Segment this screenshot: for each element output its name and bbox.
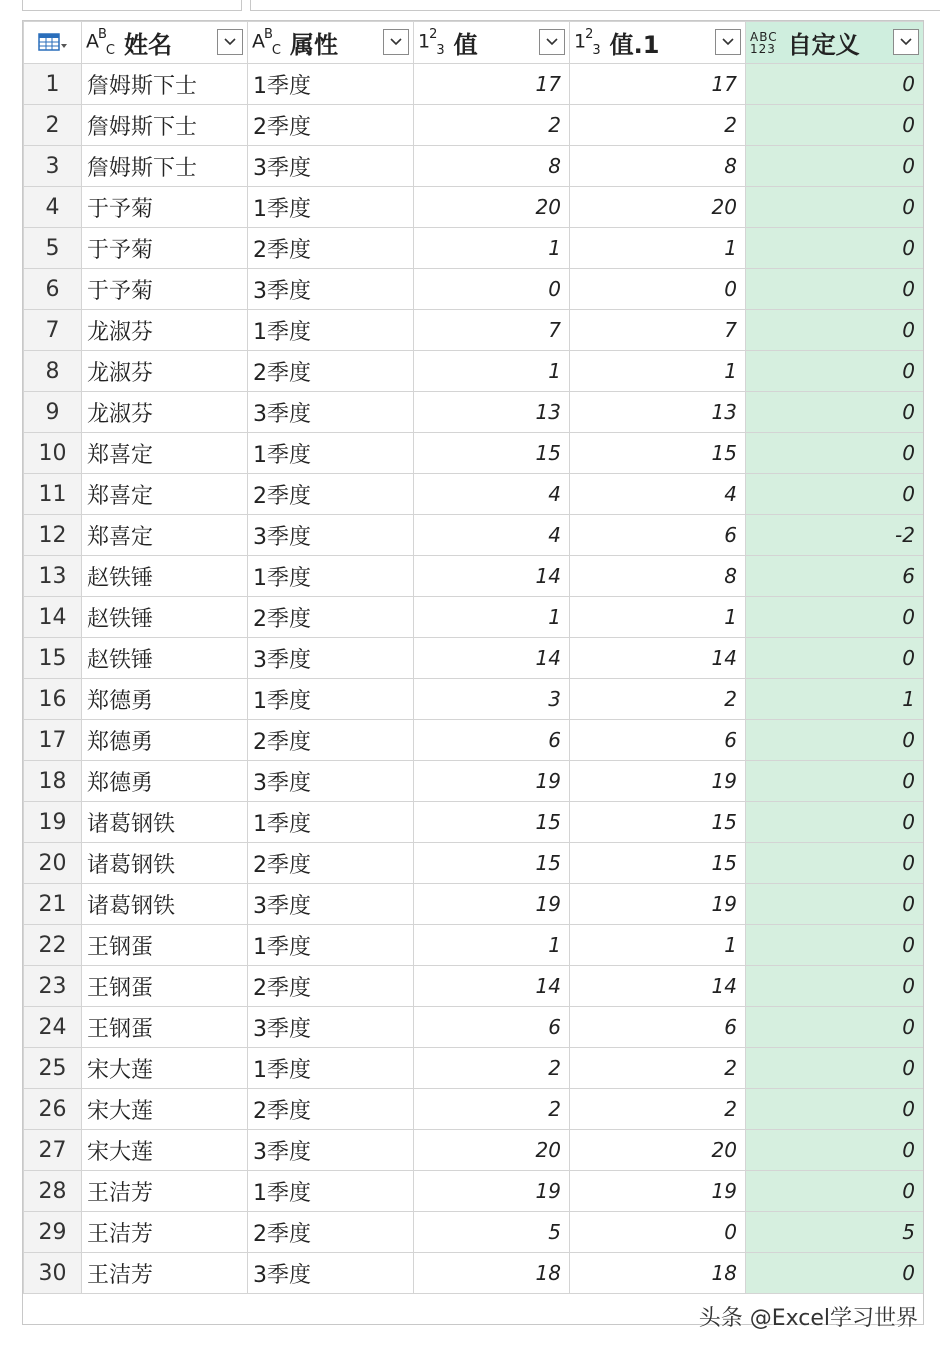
column-header-name[interactable] <box>82 22 248 64</box>
row-number[interactable]: 13 <box>24 556 82 597</box>
cell-value1[interactable]: 0 <box>570 1212 746 1253</box>
table-row[interactable] <box>24 884 924 925</box>
cell-value1[interactable]: 20 <box>570 187 746 228</box>
cell-value1[interactable]: 8 <box>570 146 746 187</box>
row-number[interactable]: 4 <box>24 187 82 228</box>
cell-value1[interactable]: 15 <box>570 843 746 884</box>
row-number[interactable]: 2 <box>24 105 82 146</box>
row-number[interactable]: 21 <box>24 884 82 925</box>
table-row[interactable] <box>24 720 924 761</box>
cell-value1[interactable]: 15 <box>570 802 746 843</box>
cell-custom[interactable]: 0 <box>746 351 924 392</box>
row-number[interactable]: 29 <box>24 1212 82 1253</box>
cell-name[interactable]: 王钢蛋 <box>82 925 248 966</box>
cell-value[interactable]: 15 <box>414 843 570 884</box>
cell-value[interactable]: 14 <box>414 638 570 679</box>
cell-name[interactable]: 詹姆斯下士 <box>82 105 248 146</box>
cell-name[interactable]: 于予菊 <box>82 187 248 228</box>
cell-value[interactable]: 5 <box>414 1212 570 1253</box>
row-number[interactable]: 1 <box>24 64 82 105</box>
cell-value1[interactable]: 2 <box>570 105 746 146</box>
cell-value[interactable]: 14 <box>414 556 570 597</box>
column-header-value1[interactable] <box>570 22 746 64</box>
cell-name[interactable]: 宋大莲 <box>82 1048 248 1089</box>
table-icon <box>38 32 68 54</box>
row-number[interactable]: 22 <box>24 925 82 966</box>
cell-attr[interactable]: 3季度 <box>248 1253 414 1294</box>
table-row[interactable] <box>24 761 924 802</box>
cell-custom[interactable]: 0 <box>746 884 924 925</box>
table-row[interactable] <box>24 351 924 392</box>
row-number[interactable]: 9 <box>24 392 82 433</box>
cell-attr[interactable]: 2季度 <box>248 720 414 761</box>
row-number[interactable]: 14 <box>24 597 82 638</box>
row-number[interactable]: 11 <box>24 474 82 515</box>
chevron-down-icon <box>722 38 734 46</box>
row-number[interactable]: 12 <box>24 515 82 556</box>
cell-name[interactable]: 郑德勇 <box>82 679 248 720</box>
cell-custom[interactable]: 0 <box>746 761 924 802</box>
cell-custom[interactable]: 0 <box>746 228 924 269</box>
cell-value1[interactable]: 17 <box>570 64 746 105</box>
cell-attr[interactable]: 3季度 <box>248 515 414 556</box>
cell-custom[interactable]: 0 <box>746 925 924 966</box>
table-row[interactable] <box>24 269 924 310</box>
cell-name[interactable]: 郑德勇 <box>82 720 248 761</box>
cell-name[interactable]: 郑喜定 <box>82 433 248 474</box>
cell-value[interactable]: 20 <box>414 187 570 228</box>
cell-value[interactable]: 19 <box>414 884 570 925</box>
cell-value1[interactable]: 2 <box>570 1089 746 1130</box>
row-number[interactable]: 26 <box>24 1089 82 1130</box>
cell-value1[interactable]: 8 <box>570 556 746 597</box>
number-type-icon[interactable]: $1^2_3$ <box>418 26 444 59</box>
row-number[interactable]: 10 <box>24 433 82 474</box>
cell-value1[interactable]: 1 <box>570 351 746 392</box>
cell-value1[interactable]: 13 <box>570 392 746 433</box>
cell-attr[interactable]: 3季度 <box>248 269 414 310</box>
table-row[interactable] <box>24 679 924 720</box>
cell-value[interactable]: 1 <box>414 228 570 269</box>
table-row[interactable] <box>24 433 924 474</box>
cell-value[interactable]: 1 <box>414 597 570 638</box>
cell-value1[interactable]: 20 <box>570 1130 746 1171</box>
cell-attr[interactable]: 3季度 <box>248 392 414 433</box>
any-type-icon[interactable]: ABC 123 <box>750 29 778 56</box>
cell-value[interactable]: 6 <box>414 1007 570 1048</box>
name-box[interactable] <box>22 0 242 11</box>
cell-custom[interactable]: 0 <box>746 1130 924 1171</box>
row-number[interactable]: 3 <box>24 146 82 187</box>
cell-attr[interactable]: 2季度 <box>248 228 414 269</box>
cell-custom[interactable]: 0 <box>746 269 924 310</box>
filter-dropdown-button[interactable] <box>893 29 919 55</box>
cell-value[interactable]: 1 <box>414 925 570 966</box>
chevron-down-icon <box>900 38 912 46</box>
row-number[interactable]: 28 <box>24 1171 82 1212</box>
cell-attr[interactable]: 1季度 <box>248 556 414 597</box>
cell-value[interactable]: 0 <box>414 269 570 310</box>
query-preview-grid <box>22 20 924 1325</box>
cell-custom[interactable]: 0 <box>746 474 924 515</box>
cell-custom[interactable]: 0 <box>746 802 924 843</box>
number-type-icon[interactable]: $1^2_3$ <box>574 26 600 59</box>
cell-value[interactable]: 2 <box>414 1089 570 1130</box>
cell-attr[interactable]: 2季度 <box>248 597 414 638</box>
cell-name[interactable]: 龙淑芬 <box>82 351 248 392</box>
cell-custom[interactable]: 1 <box>746 679 924 720</box>
table-body <box>24 64 924 1294</box>
cell-name[interactable]: 赵铁锤 <box>82 556 248 597</box>
table-row[interactable] <box>24 1212 924 1253</box>
cell-value[interactable]: 14 <box>414 966 570 1007</box>
cell-attr[interactable]: 3季度 <box>248 1130 414 1171</box>
column-label-value: 值 <box>453 31 478 59</box>
cell-name[interactable]: 詹姆斯下士 <box>82 146 248 187</box>
cell-name[interactable]: 赵铁锤 <box>82 638 248 679</box>
table-row[interactable] <box>24 597 924 638</box>
formula-input[interactable] <box>250 0 940 11</box>
header-row <box>24 22 924 64</box>
cell-name[interactable]: 宋大莲 <box>82 1089 248 1130</box>
chevron-down-icon <box>546 38 558 46</box>
cell-attr[interactable]: 2季度 <box>248 474 414 515</box>
cell-value[interactable]: 4 <box>414 515 570 556</box>
cell-attr[interactable]: 3季度 <box>248 761 414 802</box>
cell-name[interactable]: 诸葛钢铁 <box>82 843 248 884</box>
cell-name[interactable]: 王钢蛋 <box>82 1007 248 1048</box>
cell-name[interactable]: 诸葛钢铁 <box>82 884 248 925</box>
table-row[interactable] <box>24 64 924 105</box>
cell-value1[interactable]: 0 <box>570 269 746 310</box>
row-number[interactable]: 16 <box>24 679 82 720</box>
cell-value1[interactable]: 2 <box>570 1048 746 1089</box>
cell-value1[interactable]: 1 <box>570 597 746 638</box>
cell-name[interactable]: 王洁芳 <box>82 1171 248 1212</box>
cell-attr[interactable]: 1季度 <box>248 679 414 720</box>
cell-name[interactable]: 龙淑芬 <box>82 310 248 351</box>
column-header-custom[interactable] <box>746 22 924 64</box>
cell-value[interactable]: 19 <box>414 761 570 802</box>
cell-attr[interactable]: 3季度 <box>248 1007 414 1048</box>
cell-value1[interactable]: 4 <box>570 474 746 515</box>
cell-attr[interactable]: 2季度 <box>248 105 414 146</box>
row-number[interactable]: 17 <box>24 720 82 761</box>
table-row[interactable] <box>24 843 924 884</box>
table-row[interactable] <box>24 556 924 597</box>
row-number[interactable]: 24 <box>24 1007 82 1048</box>
cell-attr[interactable]: 2季度 <box>248 843 414 884</box>
text-type-icon[interactable]: $A^B_C$ <box>252 26 280 59</box>
cell-custom[interactable]: 0 <box>746 966 924 1007</box>
filter-dropdown-button[interactable] <box>539 29 565 55</box>
cell-value1[interactable]: 14 <box>570 638 746 679</box>
column-label-attr: 属性 <box>290 31 338 59</box>
cell-name[interactable]: 郑喜定 <box>82 515 248 556</box>
column-label-name: 姓名 <box>124 31 172 59</box>
table-row[interactable] <box>24 1048 924 1089</box>
table-row[interactable] <box>24 802 924 843</box>
cell-attr[interactable]: 1季度 <box>248 1048 414 1089</box>
row-number[interactable]: 19 <box>24 802 82 843</box>
cell-value1[interactable]: 6 <box>570 720 746 761</box>
cell-value[interactable]: 2 <box>414 105 570 146</box>
cell-attr[interactable]: 2季度 <box>248 351 414 392</box>
cell-custom[interactable]: 0 <box>746 146 924 187</box>
cell-name[interactable]: 王钢蛋 <box>82 966 248 1007</box>
row-number[interactable]: 18 <box>24 761 82 802</box>
column-header-attr[interactable] <box>248 22 414 64</box>
formula-bar-area <box>0 0 940 12</box>
cell-custom[interactable]: 0 <box>746 64 924 105</box>
cell-value1[interactable]: 19 <box>570 761 746 802</box>
table-row[interactable] <box>24 1253 924 1294</box>
table-row[interactable] <box>24 1007 924 1048</box>
cell-attr[interactable]: 1季度 <box>248 1171 414 1212</box>
cell-value[interactable]: 13 <box>414 392 570 433</box>
cell-value1[interactable]: 14 <box>570 966 746 1007</box>
table-row[interactable] <box>24 1089 924 1130</box>
row-number[interactable]: 30 <box>24 1253 82 1294</box>
table-row[interactable] <box>24 515 924 556</box>
cell-value[interactable]: 4 <box>414 474 570 515</box>
cell-custom[interactable]: 0 <box>746 1007 924 1048</box>
cell-value1[interactable]: 2 <box>570 679 746 720</box>
cell-value[interactable]: 17 <box>414 64 570 105</box>
table-row[interactable] <box>24 474 924 515</box>
cell-value[interactable]: 19 <box>414 1171 570 1212</box>
row-number[interactable]: 20 <box>24 843 82 884</box>
cell-custom[interactable]: 6 <box>746 556 924 597</box>
cell-value[interactable]: 3 <box>414 679 570 720</box>
cell-value[interactable]: 15 <box>414 433 570 474</box>
filter-dropdown-button[interactable] <box>715 29 741 55</box>
row-number[interactable]: 25 <box>24 1048 82 1089</box>
cell-attr[interactable]: 3季度 <box>248 638 414 679</box>
row-number[interactable]: 7 <box>24 310 82 351</box>
cell-value[interactable]: 8 <box>414 146 570 187</box>
chevron-down-icon <box>224 38 236 46</box>
row-number[interactable]: 27 <box>24 1130 82 1171</box>
table-row[interactable] <box>24 146 924 187</box>
cell-name[interactable]: 王洁芳 <box>82 1212 248 1253</box>
cell-custom[interactable]: 0 <box>746 720 924 761</box>
cell-value[interactable]: 2 <box>414 1048 570 1089</box>
cell-name[interactable]: 郑喜定 <box>82 474 248 515</box>
cell-value1[interactable]: 6 <box>570 1007 746 1048</box>
cell-attr[interactable]: 2季度 <box>248 1089 414 1130</box>
cell-custom[interactable]: 0 <box>746 187 924 228</box>
chevron-down-icon <box>390 38 402 46</box>
table-row[interactable] <box>24 105 924 146</box>
row-number[interactable]: 8 <box>24 351 82 392</box>
cell-custom[interactable]: 0 <box>746 638 924 679</box>
cell-name[interactable]: 于予菊 <box>82 269 248 310</box>
cell-custom[interactable]: 0 <box>746 105 924 146</box>
table-row[interactable] <box>24 228 924 269</box>
cell-name[interactable]: 赵铁锤 <box>82 597 248 638</box>
cell-value[interactable]: 7 <box>414 310 570 351</box>
cell-custom[interactable]: 0 <box>746 1089 924 1130</box>
cell-attr[interactable]: 2季度 <box>248 966 414 1007</box>
cell-value1[interactable]: 1 <box>570 228 746 269</box>
cell-custom[interactable]: 0 <box>746 392 924 433</box>
table-row[interactable] <box>24 310 924 351</box>
cell-attr[interactable]: 1季度 <box>248 925 414 966</box>
row-number[interactable]: 5 <box>24 228 82 269</box>
column-label-value1: 值.1 <box>609 31 660 59</box>
cell-name[interactable]: 王洁芳 <box>82 1253 248 1294</box>
cell-attr[interactable]: 1季度 <box>248 433 414 474</box>
cell-custom[interactable]: 0 <box>746 1171 924 1212</box>
cell-name[interactable]: 龙淑芬 <box>82 392 248 433</box>
cell-value1[interactable]: 1 <box>570 925 746 966</box>
cell-value1[interactable]: 19 <box>570 1171 746 1212</box>
cell-name[interactable]: 郑德勇 <box>82 761 248 802</box>
table-row[interactable] <box>24 638 924 679</box>
cell-custom[interactable]: 0 <box>746 310 924 351</box>
filter-dropdown-button[interactable] <box>383 29 409 55</box>
table-row[interactable] <box>24 1130 924 1171</box>
cell-name[interactable]: 詹姆斯下士 <box>82 64 248 105</box>
cell-custom[interactable]: -2 <box>746 515 924 556</box>
cell-value1[interactable]: 15 <box>570 433 746 474</box>
text-type-icon[interactable]: $A^B_C$ <box>86 26 114 59</box>
cell-value[interactable]: 18 <box>414 1253 570 1294</box>
cell-name[interactable]: 宋大莲 <box>82 1130 248 1171</box>
row-number[interactable]: 23 <box>24 966 82 1007</box>
cell-value1[interactable]: 18 <box>570 1253 746 1294</box>
table-menu-corner[interactable] <box>24 22 82 64</box>
cell-value1[interactable]: 6 <box>570 515 746 556</box>
column-label-custom: 自定义 <box>787 31 860 59</box>
watermark-text: 头条 @Excel学习世界 <box>698 1306 918 1331</box>
cell-attr[interactable]: 1季度 <box>248 64 414 105</box>
cell-value[interactable]: 1 <box>414 351 570 392</box>
cell-custom[interactable]: 5 <box>746 1212 924 1253</box>
cell-custom[interactable]: 0 <box>746 843 924 884</box>
data-table <box>23 21 924 1294</box>
cell-value1[interactable]: 7 <box>570 310 746 351</box>
cell-name[interactable]: 诸葛钢铁 <box>82 802 248 843</box>
cell-value[interactable]: 20 <box>414 1130 570 1171</box>
cell-custom[interactable]: 0 <box>746 433 924 474</box>
table-row[interactable] <box>24 187 924 228</box>
cell-attr[interactable]: 3季度 <box>248 146 414 187</box>
cell-attr[interactable]: 2季度 <box>248 1212 414 1253</box>
cell-attr[interactable]: 1季度 <box>248 310 414 351</box>
table-row[interactable] <box>24 392 924 433</box>
cell-custom[interactable]: 0 <box>746 1048 924 1089</box>
row-number[interactable]: 15 <box>24 638 82 679</box>
table-row[interactable] <box>24 966 924 1007</box>
cell-attr[interactable]: 3季度 <box>248 884 414 925</box>
table-row[interactable] <box>24 925 924 966</box>
cell-name[interactable]: 于予菊 <box>82 228 248 269</box>
cell-value[interactable]: 6 <box>414 720 570 761</box>
table-row[interactable] <box>24 1171 924 1212</box>
row-number[interactable]: 6 <box>24 269 82 310</box>
cell-custom[interactable]: 0 <box>746 597 924 638</box>
cell-attr[interactable]: 1季度 <box>248 187 414 228</box>
filter-dropdown-button[interactable] <box>217 29 243 55</box>
cell-attr[interactable]: 1季度 <box>248 802 414 843</box>
column-header-value[interactable] <box>414 22 570 64</box>
cell-value[interactable]: 15 <box>414 802 570 843</box>
cell-value1[interactable]: 19 <box>570 884 746 925</box>
cell-custom[interactable]: 0 <box>746 1253 924 1294</box>
